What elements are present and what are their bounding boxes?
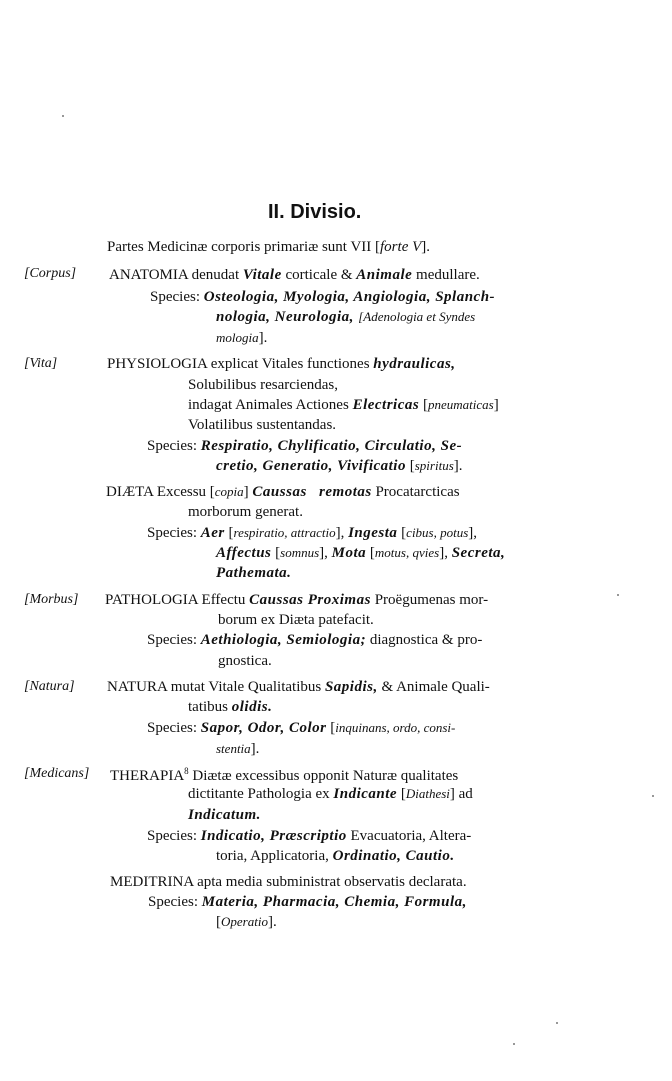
anatomia-line-1: ANATOMIA denudat Vitale corticale & Animale medullare.: [109, 267, 480, 283]
page-title: II. Divisio.: [268, 201, 362, 223]
margin-label-morbus: [Morbus]: [24, 592, 79, 607]
therapia-line-1: THERAPIA$^8$ Diætæ excessibus opponit Naturæ qualitates: [110, 766, 459, 784]
pathologia-line-4: gnostica.: [218, 653, 272, 669]
meditrina-line-1: MEDITRINA apta media subministrat observatis declarata.: [110, 874, 467, 890]
pathologia-line-1: PATHOLOGIA Effectu Caussas Proximas Proëgumenas mor-: [105, 592, 489, 608]
diaeta-line-5: Pathemata.: [216, 565, 292, 581]
physiologia-line-5: Species: Respiratio, Chylificatio, Circulatio, Se-: [147, 438, 463, 454]
natura-line-4: stentia].: [216, 741, 260, 757]
meditrina-line-3: [Operatio].: [216, 914, 277, 930]
margin-label-vita: [Vita]: [24, 356, 58, 371]
pathologia-line-3: Species: Aethiologia, Semiologia; diagnostica & pro-: [147, 632, 483, 648]
anatomia-line-4: mologia].: [216, 330, 268, 346]
scan-speck: [652, 795, 654, 797]
therapia-line-4: Species: Indicatio, Præscriptio Evacuatoria, Altera-: [147, 828, 472, 844]
anatomia-line-3: nologia, Neurologia, [Adenologia et Syndes: [216, 309, 476, 325]
diaeta-line-2: morborum generat.: [188, 504, 303, 520]
therapia-line-2: dictitante Pathologia ex Indicante [Diathesi] ad: [188, 786, 473, 802]
natura-line-1: NATURA mutat Vitale Qualitatibus Sapidis, & Animale Quali-: [107, 679, 490, 695]
margin-label-medicans: [Medicans]: [24, 766, 90, 781]
margin-label-natura: [Natura]: [24, 679, 75, 694]
scan-speck: [513, 1043, 515, 1045]
natura-line-2: tatibus olidis.: [188, 699, 273, 715]
margin-label-corpus: [Corpus]: [24, 266, 77, 281]
physiologia-line-2: Solubilibus resarciendas,: [188, 377, 338, 393]
intro-line: Partes Medicinæ corporis primariæ sunt VII [forte V].: [107, 239, 431, 255]
physiologia-line-1: PHYSIOLOGIA explicat Vitales functiones hydraulicas,: [107, 356, 456, 372]
diaeta-line-4: Affectus [somnus], Mota [motus, qvies], Secreta,: [216, 545, 506, 561]
therapia-line-5: toria, Applicatoria, Ordinatio, Cautio.: [216, 848, 455, 864]
diaeta-line-1: DIÆTA Excessu [copia] Caussas remotas Procatarcticas: [106, 484, 460, 500]
physiologia-line-4: Volatilibus sustentandas.: [188, 417, 337, 433]
diaeta-line-3: Species: Aer [respiratio, attractio], Ingesta [cibus, potus],: [147, 525, 478, 541]
pathologia-line-2: borum ex Diæta patefacit.: [218, 612, 374, 628]
natura-line-3: Species: Sapor, Odor, Color [inquinans, ordo, consi-: [147, 720, 456, 736]
scan-speck: [62, 115, 64, 117]
therapia-line-3: Indicatum.: [188, 807, 261, 823]
anatomia-line-2: Species: Osteologia, Myologia, Angiologia, Splanch-: [150, 289, 496, 305]
physiologia-line-3: indagat Animales Actiones Electricas [pneumaticas]: [188, 397, 499, 413]
meditrina-line-2: Species: Materia, Pharmacia, Chemia, Formula,: [148, 894, 467, 910]
scan-speck: [556, 1022, 558, 1024]
scan-speck: [617, 594, 619, 596]
physiologia-line-6: cretio, Generatio, Vivificatio [spiritus].: [216, 458, 463, 474]
